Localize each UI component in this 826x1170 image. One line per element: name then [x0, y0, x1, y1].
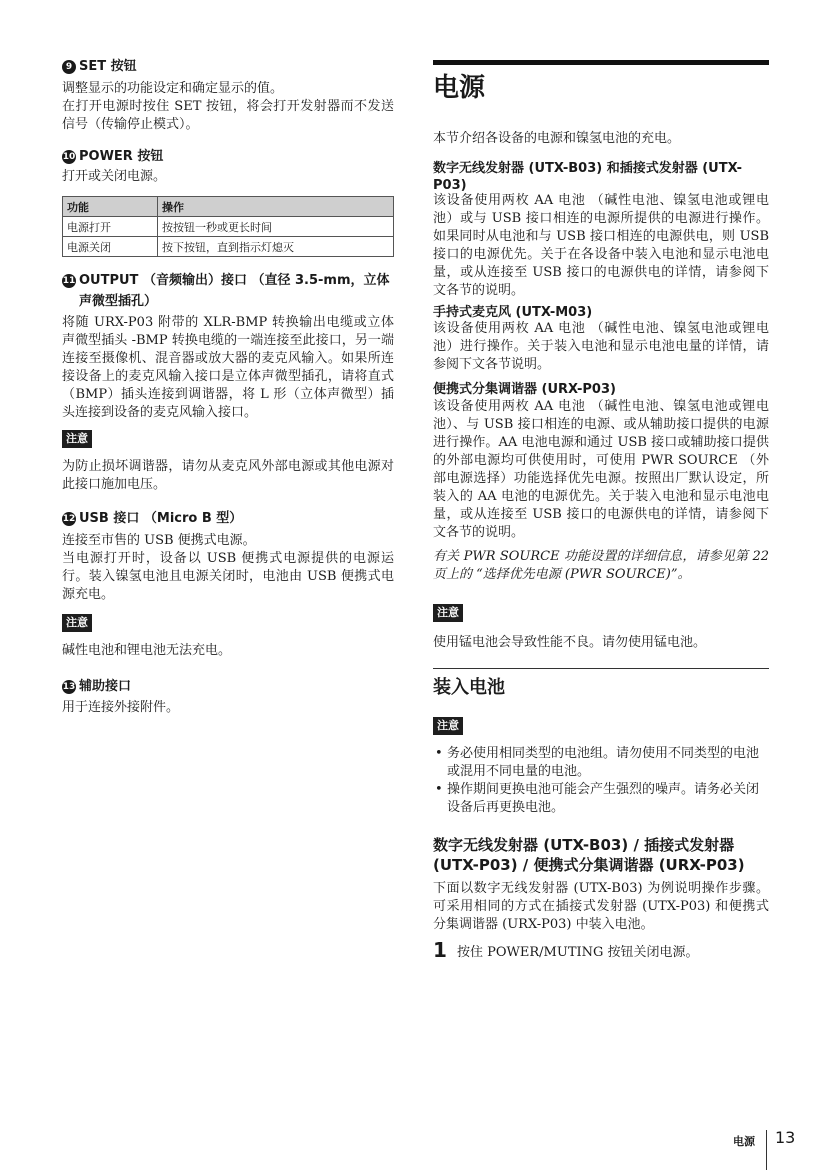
battery-section-title: 装入电池: [433, 677, 505, 698]
section-title: 电源: [433, 73, 486, 103]
section-intro: 本节介绍各设备的电源和镍氢电池的充电。: [433, 131, 681, 146]
section-divider: [433, 668, 769, 669]
usb-jack-desc: 连接至市售的 USB 便携式电源。 当电源打开时，设备以 USB 便携式电源提供的电源运行。装入镍氢电池且电源关闭时，电池由 USB 便携式电源充电。: [62, 533, 394, 602]
set-button-heading: 9 SET 按钮: [62, 56, 394, 77]
item-number-13: 13: [62, 682, 76, 692]
table-row: [63, 217, 394, 237]
utx-b03-desc: 该设备使用两枚 AA 电池 （碱性电池、镍氢电池或锂电池）或与 USB 接口相连的电源所提供的电源进行操作。如果同时从电池和与 USB 接口相连的电源供电，则 USB 接口的电源优先。关于在各设备中装入电池和显示电池电量，或从连接至 USB 接口的电源供电的详情，请参阅下文各节的说明。: [433, 193, 769, 298]
table-cell: 电源关闭: [63, 237, 158, 257]
urx-p03-heading: 便携式分集调谐器 (URX-P03): [433, 382, 616, 397]
table-cell: 电源打开: [63, 217, 158, 237]
step-text: 按住 POWER/MUTING 按钮关闭电源。: [457, 945, 699, 960]
note-badge: 注意: [433, 717, 463, 735]
item-number-12: 12: [62, 514, 76, 524]
pwr-source-reference: 有关 PWR SOURCE 功能设置的详细信息，请参见第 22 页上的 “选择优先电源 (PWR SOURCE)”。: [433, 549, 769, 582]
table-header-row: [63, 197, 394, 217]
manganese-note: 使用锰电池会导致性能不良。请勿使用锰电池。: [433, 635, 707, 650]
utx-b03-heading: 数字无线发射器 (UTX-B03) 和插接式发射器 (UTX-P03): [433, 161, 742, 193]
list-item: • 务必使用相同类型的电池组。请勿使用不同类型的电池或混用不同电量的电池。: [433, 745, 769, 781]
utx-m03-desc: 该设备使用两枚 AA 电池 （碱性电池、镍氢电池或锂电池）进行操作。关于装入电池和显示电池电量的详情，请参阅下文各节说明。: [433, 321, 769, 372]
page-number: 13: [775, 1128, 796, 1147]
set-button-desc: 调整显示的功能设定和确定显示的值。 在打开电源时按住 SET 按钮，将会打开发射器而不发送信号（传输停止模式）。: [62, 81, 394, 132]
section-rule: [433, 60, 769, 65]
aux-jack-desc: 用于连接外接附件。: [62, 700, 180, 715]
usb-jack-heading: 12 USB 接口 （Micro B 型）: [62, 511, 243, 526]
battery-caution-list: [433, 745, 769, 817]
output-jack-heading: 11 OUTPUT （音频输出）接口 （直径 3.5-mm，立体 声微型插孔）: [62, 273, 390, 309]
list-item: • 操作期间更换电池可能会产生强烈的噪声。请务必关闭设备后再更换电池。: [433, 781, 769, 817]
note-badge: 注意: [433, 604, 463, 622]
footer-section-label: 电源: [733, 1135, 755, 1148]
power-button-heading: 10 POWER 按钮: [62, 149, 164, 164]
usb-jack-note: 碱性电池和锂电池无法充电。: [62, 643, 232, 658]
note-badge: 注意: [62, 430, 92, 448]
power-operation-table: [62, 196, 394, 257]
utx-m03-heading: 手持式麦克风 (UTX-M03): [433, 305, 593, 320]
table-header-function: 功能: [63, 197, 158, 217]
note-badge: 注意: [62, 614, 92, 632]
item-number-11: 11: [62, 276, 76, 286]
battery-procedure-heading: 数字无线发射器 (UTX-B03) / 插接式发射器 (UTX-P03) / 便携式分集调谐器 (URX-P03): [433, 836, 745, 874]
output-jack-note: 为防止损坏调谐器，请勿从麦克风外部电源或其他电源对此接口施加电压。: [62, 459, 394, 492]
item-number-9: 9: [62, 60, 76, 74]
urx-p03-desc: 该设备使用两枚 AA 电池 （碱性电池、镍氢电池或锂电池）、与 USB 接口相连的电源、或从辅助接口提供的电源进行操作。AA 电池电源和通过 USB 接口或辅助接口提供的外部电源均可供使用时，可使用 PWR SOURCE （外部电源选择）功能选择优先电源。按照出厂默认设定，所装入的 AA 电池的电源优先。关于装入电池和显示电池电量，或从连接至 USB 接口的电源供电的详情，请参阅下文各节的说明。: [433, 399, 769, 540]
table-row: [63, 237, 394, 257]
table-cell: 按下按钮，直到指示灯熄灭: [158, 237, 394, 257]
footer-divider: [766, 1130, 767, 1170]
table-cell: 按按钮一秒或更长时间: [158, 217, 394, 237]
power-button-desc: 打开或关闭电源。: [62, 169, 167, 184]
aux-jack-heading: 13 辅助接口: [62, 679, 132, 694]
output-jack-desc: 将随 URX-P03 附带的 XLR-BMP 转换输出电缆或立体声微型插头 -BMP 转换电缆的一端连接至此接口，另一端连接至摄像机、混音器或放大器的麦克风输入。如果所连接设备上的麦克风输入接口是立体声微型插孔，请将直式（BMP）插头连接到调谐器，将 L 形（立体声微型）插头连接到设备的麦克风输入接口。: [62, 315, 394, 420]
step-number: 1: [433, 938, 447, 962]
battery-procedure-intro: 下面以数字无线发射器 (UTX-B03) 为例说明操作步骤。可采用相同的方式在插接式发射器 (UTX-P03) 和便携式分集调谐器 (URX-P03) 中装入电池。: [433, 881, 769, 932]
item-number-10: 10: [62, 152, 76, 162]
table-header-operation: 操作: [158, 197, 394, 217]
